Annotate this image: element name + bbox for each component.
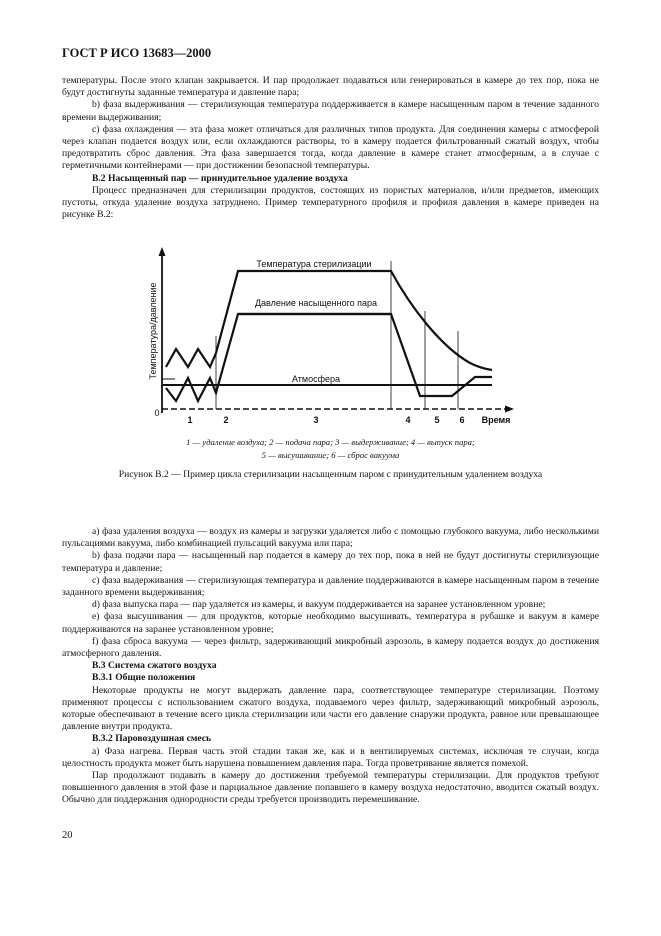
paragraph: c) фаза охлаждения — эта фаза может отличаться для различных типов продукта. Для соединения камеры с атмосферой через клапан подается воздух или, если охлаждаются растворы, то в камеру подается фильтрованный сжатый воздух, чтобы предотвратить сброс давления. Эта фаза завершается тогда, когда давление в камере станет атмосферным, а в случае с герметичными контейнерами — при достижении безопасной температуры. (62, 123, 599, 172)
temperature-curve (166, 271, 492, 370)
x-axis-label: Время (481, 415, 511, 425)
top-text-block (62, 75, 599, 221)
paragraph: a) Фаза нагрева. Первая часть этой стадии такая же, как и в вентилируемых системах, исключая те случаи, когда целостность продукта может быть нарушена повышением давления пара. Тогда проветривание является помехой. (62, 745, 599, 769)
pressure-label: Давление насыщенного пара (254, 298, 378, 308)
list-item: d) фаза выпуска пара — пар удаляется из камеры, и вакуум поддерживается на заранее установленном уровне; (92, 599, 546, 611)
figure-legend (62, 436, 599, 461)
figure-caption: Рисунок B.2 — Пример цикла стерилизации насыщенным паром с принудительным удалением воздуха (118, 469, 543, 480)
phase-label: 1 (187, 415, 193, 425)
phase-label: 2 (223, 415, 229, 425)
phase-label: 6 (459, 415, 465, 425)
paragraph: Пар продолжают подавать в камеру до достижения требуемой температуры стерилизации. Для продуктов требуют повышенного давления в этой фазе и парциальное давление попавшего в камеру воздуха недостаточно, вводится сжатый воздух. Обычно для поддержания однородности среды требуется производить перемешивание. (62, 770, 599, 806)
legend-line: 1 — удаление воздуха; 2 — подача пара; 3 — выдерживание; 4 — выпуск пара; (186, 437, 475, 447)
page-header: ГОСТ Р ИСО 13683—2000 (62, 46, 212, 60)
page-number: 20 (62, 830, 73, 841)
figure-b2 (140, 241, 530, 436)
phases-text-block (62, 526, 599, 807)
paragraph: Процесс предназначен для стерилизации продуктов, состоящих из пористых материалов, и/или предметов, имеющих пустоты, откуда удаление воздуха затруднено. Пример температурного профиля и профиля давления в камере приведен на рисунке B.2: (62, 184, 599, 221)
phase-label: 3 (313, 415, 319, 425)
list-item: b) фаза подачи пара — насыщенный пар подается в камеру до тех пор, пока в ней не будут достигнуты стерилизующие температура и давление; (62, 550, 599, 574)
section-heading: B.2 Насыщенный пар — принудительное удаление воздуха (92, 172, 348, 184)
y-axis-label: Температура/давление (148, 282, 158, 380)
y-axis-arrow (159, 247, 166, 256)
paragraph: температуры. После этого клапан закрывается. И пар продолжает подаваться или генерироваться в камере до тех пор, пока не будут достигнуты заданные температура и давление пара; (62, 75, 599, 99)
x-axis-arrow (505, 406, 514, 413)
list-item: e) фаза высушивания — для продуктов, которые необходимо высушивать, температура в рубашке и вакуум в камере поддерживаются на заранее установленном уровне; (62, 611, 599, 635)
legend-line: 5 — высушивание; 6 — сброс вакуума (261, 449, 400, 460)
atmosphere-label: Атмосфера (291, 374, 341, 384)
zero-label: 0 (154, 408, 160, 418)
subsection-heading: B.3.1 Общие положения (92, 672, 196, 684)
phase-label: 5 (434, 415, 440, 425)
cycle-diagram (140, 241, 530, 431)
list-item: c) фаза выдерживания — стерилизующая температура и давление поддерживаются в камере насыщенным паром в течение заданного времени выдерживания; (62, 574, 599, 599)
temperature-label: Температура стерилизации (256, 259, 372, 269)
list-item: a) фаза удаления воздуха — воздух из камеры и загрузки удаляется либо с помощью глубокого вакуума, либо несколькими пульсациями вакуума, либо комбинацией пульсаций вакуума или пара; (62, 526, 599, 550)
paragraph: b) фаза выдерживания — стерилизующая температура поддерживается в камере насыщенным паром в течение заданного времени выдерживания; (62, 99, 599, 123)
subsection-heading: B.3.2 Паровоздушная смесь (92, 733, 212, 745)
list-item: f) фаза сброса вакуума — через фильтр, задерживающий микробный аэрозоль, в камеру подается воздух до достижения атмосферного давления. (62, 635, 599, 660)
section-heading: B.3 Система сжатого воздуха (92, 660, 217, 672)
phase-label: 4 (405, 415, 411, 425)
paragraph: Некоторые продукты не могут выдержать давление пара, соответствующее температуре стерилизации. Поэтому применяют процессы с использованием сжатого воздуха, подаваемого через фильтр, задерживающий микробный аэрозоль, которые обеспечивают в течение всего цикла стерилизации или части его давление снаружи продукта, равное или превышающее давление внутри продукта. (62, 684, 599, 733)
